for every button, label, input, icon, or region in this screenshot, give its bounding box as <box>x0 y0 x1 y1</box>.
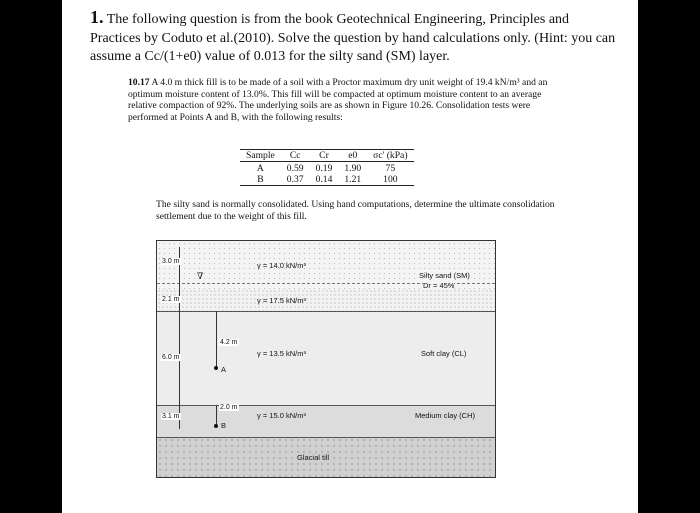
layer-relative-density: Dr = 45% <box>423 281 455 290</box>
problem-number: 10.17 <box>128 77 150 88</box>
medium-clay-layer <box>157 405 495 437</box>
table-header: e0 <box>338 150 367 162</box>
table-cell: B <box>240 174 281 186</box>
problem-text: A 4.0 m thick fill is to be made of a soil with a Proctor maximum dry unit weight of 19.4 kN/m³ and an optimum moisture content of 13.0%. This fill will be compacted at optimum moisture content to an average relative compaction of 92%. The underlying soils are as shown in Figure 10.26. Consolidation tests were performed at Points A and B, with the following results: <box>128 77 548 123</box>
table-header: Sample <box>240 150 281 162</box>
table-cell: 0.37 <box>281 174 310 186</box>
table-header: σc' (kPa) <box>367 150 413 162</box>
consolidation-table <box>240 149 414 186</box>
point-a-depth-line <box>216 311 217 367</box>
table-cell: 1.21 <box>338 174 367 186</box>
unit-weight-label: γ = 13.5 kN/m³ <box>257 349 306 358</box>
layer-name-silty-sand: Silty sand (SM) <box>419 271 470 280</box>
dim-label: 6.0 m <box>162 354 180 361</box>
table-header: Cr <box>310 150 339 162</box>
point-a-label: A <box>221 365 227 374</box>
layer-boundary <box>157 311 495 312</box>
dim-label: 3.0 m <box>162 258 180 265</box>
problem-instruction: The silty sand is normally consolidated. Using hand computations, determine the ultimate consolidation settlement due to the weight of this fill. <box>156 199 555 222</box>
layer-boundary <box>157 437 495 438</box>
soil-profile-figure <box>156 240 496 478</box>
point-b-label: B <box>221 421 227 430</box>
point-a-marker <box>214 366 218 370</box>
table-header: Cc <box>281 150 310 162</box>
question-number: 1. <box>90 7 104 27</box>
point-b-marker <box>214 424 218 428</box>
silty-sand-layer-lower <box>157 289 495 311</box>
problem-paragraph <box>128 77 558 123</box>
layer-name-medium-clay: Medium clay (CH) <box>415 411 476 420</box>
dim-label: 2.1 m <box>162 296 180 303</box>
soft-clay-layer <box>157 311 495 405</box>
table-row <box>240 174 414 186</box>
table-row <box>240 162 414 175</box>
table-cell: 75 <box>385 163 396 174</box>
dim-label: 2.0 m <box>220 404 238 411</box>
question-paragraph <box>90 8 620 67</box>
depth-dimension-line <box>179 247 180 429</box>
layer-boundary <box>157 405 495 406</box>
point-b-depth-line <box>216 405 217 425</box>
layer-name-glacial-till: Glacial till <box>297 453 330 462</box>
dim-label: 3.1 m <box>162 413 180 420</box>
table-cell: A <box>256 163 264 174</box>
question-text: The following question is from the book Geotechnical Engineering, Principles and Practices by Coduto et al.(2010). Solve the question by hand calculations only. (Hint: you can assume a Cc/(1+e0) value of 0.013 for the silty sand (SM) layer. <box>90 12 616 64</box>
water-table-icon: ∇ <box>197 271 204 281</box>
table-cell: 100 <box>367 174 413 186</box>
unit-weight-label: γ = 17.5 kN/m³ <box>257 296 306 305</box>
layer-name-soft-clay: Soft clay (CL) <box>421 349 467 358</box>
table-cell: 0.19 <box>315 163 333 174</box>
table-cell: 1.90 <box>344 163 362 174</box>
table-cell: 0.59 <box>286 163 304 174</box>
document-page <box>62 0 638 513</box>
unit-weight-label: γ = 14.0 kN/m³ <box>257 261 306 270</box>
unit-weight-label: γ = 15.0 kN/m³ <box>257 411 306 420</box>
dim-label: 4.2 m <box>220 339 238 346</box>
table-cell: 0.14 <box>310 174 339 186</box>
